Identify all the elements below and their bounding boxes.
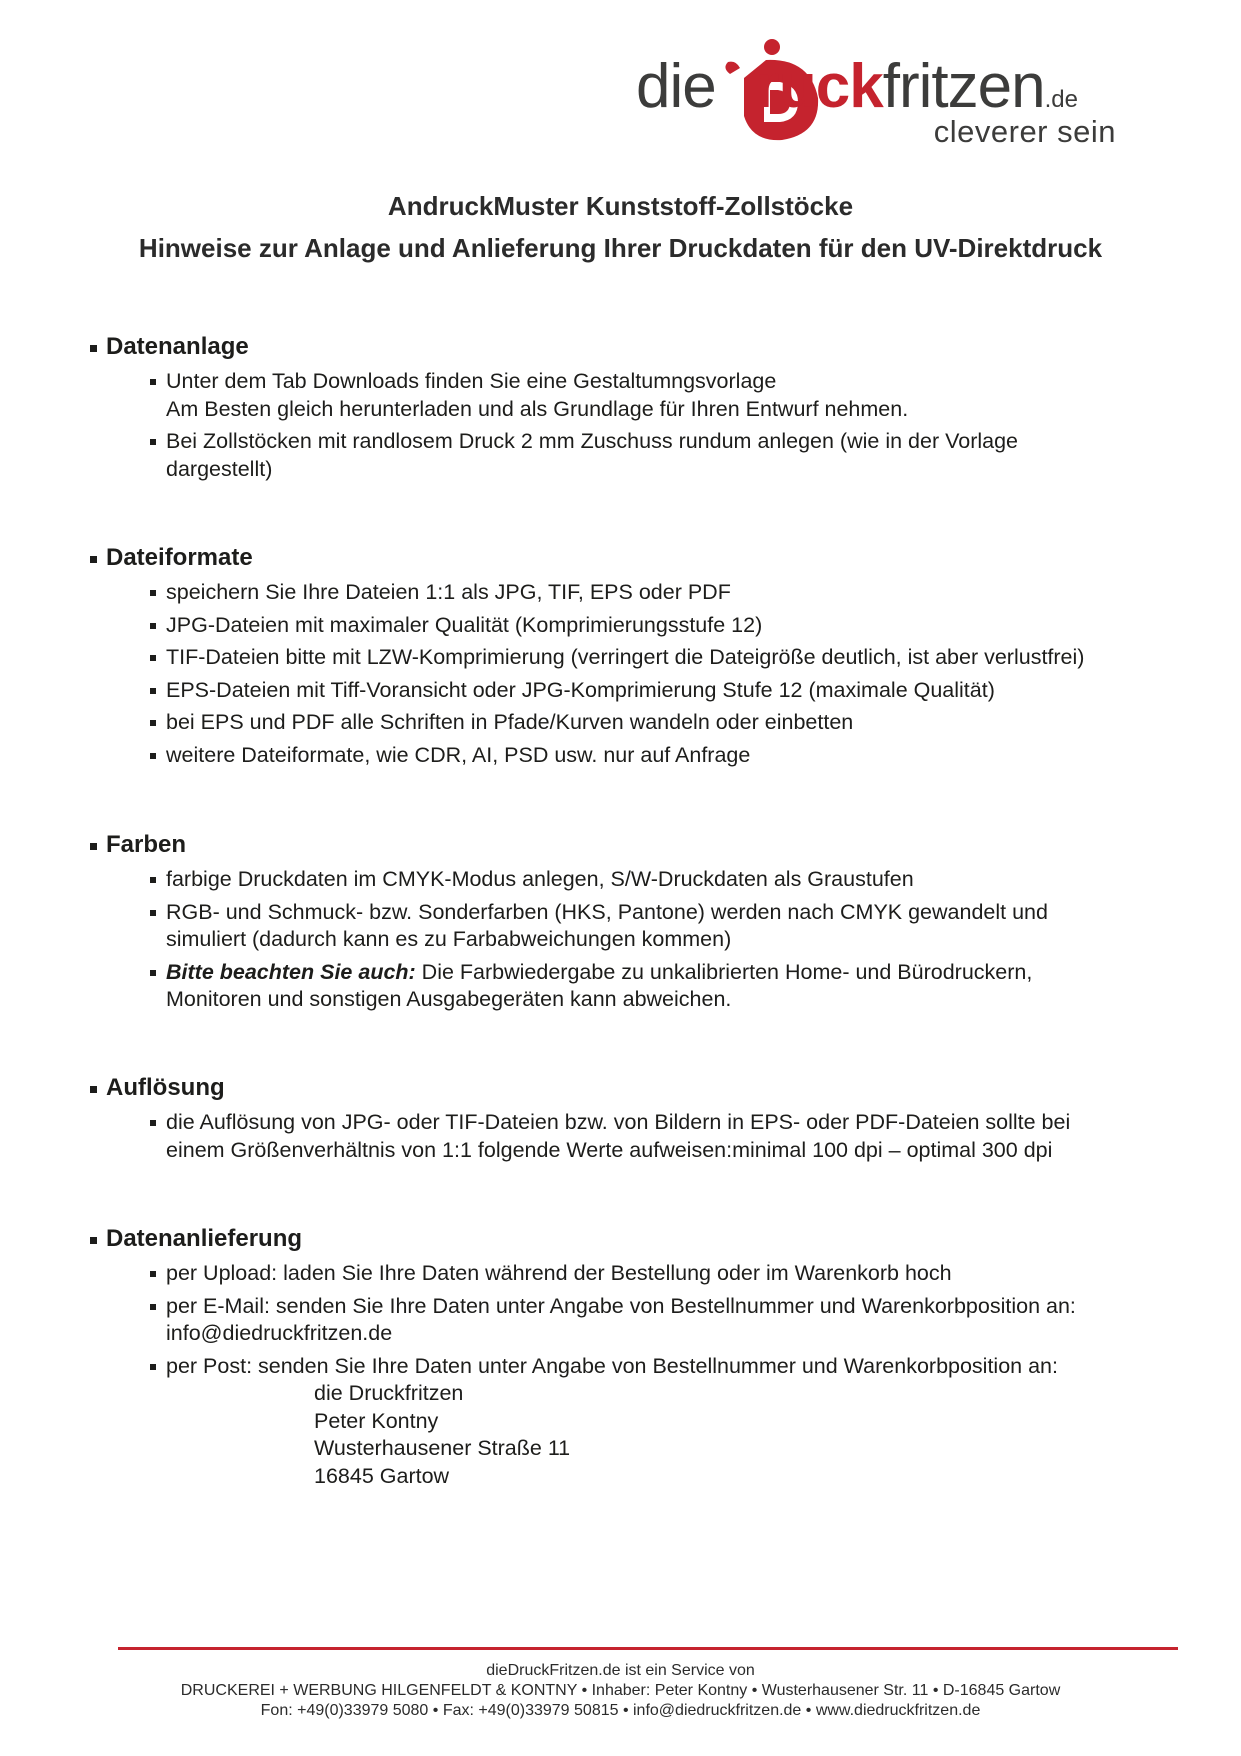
bullet-square-icon (90, 1086, 97, 1093)
postal-address-line: Wusterhausener Straße 11 (314, 1436, 571, 1460)
list-item: speichern Sie Ihre Dateien 1:1 als JPG, TIF, EPS oder PDF (150, 579, 1170, 607)
list-item: die Auflösung von JPG- oder TIF-Dateien bzw. von Bildern in EPS- oder PDF-Dateien sollte bei einem Größenverhältnis von 1:1 folgende Werte aufweisen:minimal 100 dpi – optimal 300 dpi (150, 1109, 1170, 1164)
logo-wordmark: die ruckfritzen.de (636, 52, 1078, 121)
list-item: Bei Zollstöcken mit randlosem Druck 2 mm Zuschuss rundum anlegen (wie in der Vorlage dargestellt) (150, 428, 1170, 483)
postal-address-line: 16845 Gartow (314, 1463, 450, 1488)
list-item: JPG-Dateien mit maximaler Qualität (Komprimierungsstufe 12) (150, 612, 1170, 640)
postal-address-line: Peter Kontny (314, 1408, 439, 1433)
footer-company-line: DRUCKEREI + WERBUNG HILGENFELDT & KONTNY • Inhaber: Peter Kontny • Wusterhausener Str. 11 • D-16845 Gartow (180, 1682, 1061, 1699)
document-subtitle: Hinweise zur Anlage und Anlieferung Ihrer Druckdaten für den UV-Direktdruck (138, 233, 1103, 263)
section-heading: Dateiformate (90, 543, 1170, 573)
section-datenanlieferung (90, 1224, 1170, 1495)
section-heading: Farben (90, 830, 1170, 860)
section-heading: Datenanlage (90, 332, 1170, 362)
footer-service-line: dieDruckFritzen.de ist ein Service von (486, 1662, 755, 1679)
list-item: bei EPS und PDF alle Schriften in Pfade/Kurven wandeln oder einbetten (150, 709, 1170, 737)
list-item-note: Bitte beachten Sie auch: Die Farbwiedergabe zu unkalibrierten Home- und Bürodruckern, Monitoren und sonstigen Ausgabegeräten kann abweichen. (150, 959, 1170, 1014)
section-dateiformate (90, 543, 1170, 774)
list-item: farbige Druckdaten im CMYK-Modus anlegen, S/W-Druckdaten als Graustufen (150, 866, 1170, 894)
brand-logo[interactable] (636, 38, 1176, 148)
bullet-square-icon (90, 1237, 97, 1244)
section-aufloesung (90, 1073, 1170, 1169)
list-item: RGB- und Schmuck- bzw. Sonderfarben (HKS, Pantone) werden nach CMYK gewandelt und simuliert (dadurch kann es zu Farbabweichungen kommen) (150, 899, 1170, 954)
email-link[interactable]: info@diedruckfritzen.de (166, 1321, 393, 1345)
list-item: weitere Dateiformate, wie CDR, AI, PSD usw. nur auf Anfrage (150, 742, 1170, 770)
bullet-square-icon (90, 843, 97, 850)
section-datenanlage (90, 332, 1170, 488)
section-farben (90, 830, 1170, 1019)
list-item: Unter dem Tab Downloads finden Sie eine Gestaltumngsvorlage Am Besten gleich herunterladen und als Grundlage für Ihren Entwurf nehmen. (150, 368, 1170, 423)
postal-address-line: die Druckfritzen (314, 1381, 464, 1405)
section-heading: Auflösung (90, 1073, 1170, 1103)
document-title: AndruckMuster Kunststoff-Zollstöcke (387, 191, 854, 221)
bullet-square-icon (90, 345, 97, 352)
list-item: per Upload: laden Sie Ihre Daten während der Bestellung oder im Warenkorb hoch (150, 1260, 1170, 1288)
list-item: per E-Mail: senden Sie Ihre Daten unter Angabe von Bestellnummer und Warenkorbposition an: info@diedruckfritzen.de (150, 1293, 1170, 1348)
footer-divider (118, 1647, 1178, 1650)
list-item: TIF-Dateien bitte mit LZW-Komprimierung (verringert die Dateigröße deutlich, ist aber verlustfrei) (150, 644, 1170, 672)
logo-tagline: cleverer sein (933, 114, 1116, 149)
list-item: per Post: senden Sie Ihre Daten unter Angabe von Bestellnummer und Warenkorbposition an: die Druckfritzen Peter Kontny Wusterhausener Straße 11 16845 Gartow (150, 1353, 1170, 1491)
footer-contact-line: Fon: +49(0)33979 5080 • Fax: +49(0)33979 50815 • info@diedruckfritzen.de • www.diedruckfritzen.de (260, 1702, 981, 1719)
list-item: EPS-Dateien mit Tiff-Voransicht oder JPG-Komprimierung Stufe 12 (maximale Qualität) (150, 677, 1170, 705)
section-heading: Datenanlieferung (90, 1224, 1170, 1254)
bullet-square-icon (90, 556, 97, 563)
